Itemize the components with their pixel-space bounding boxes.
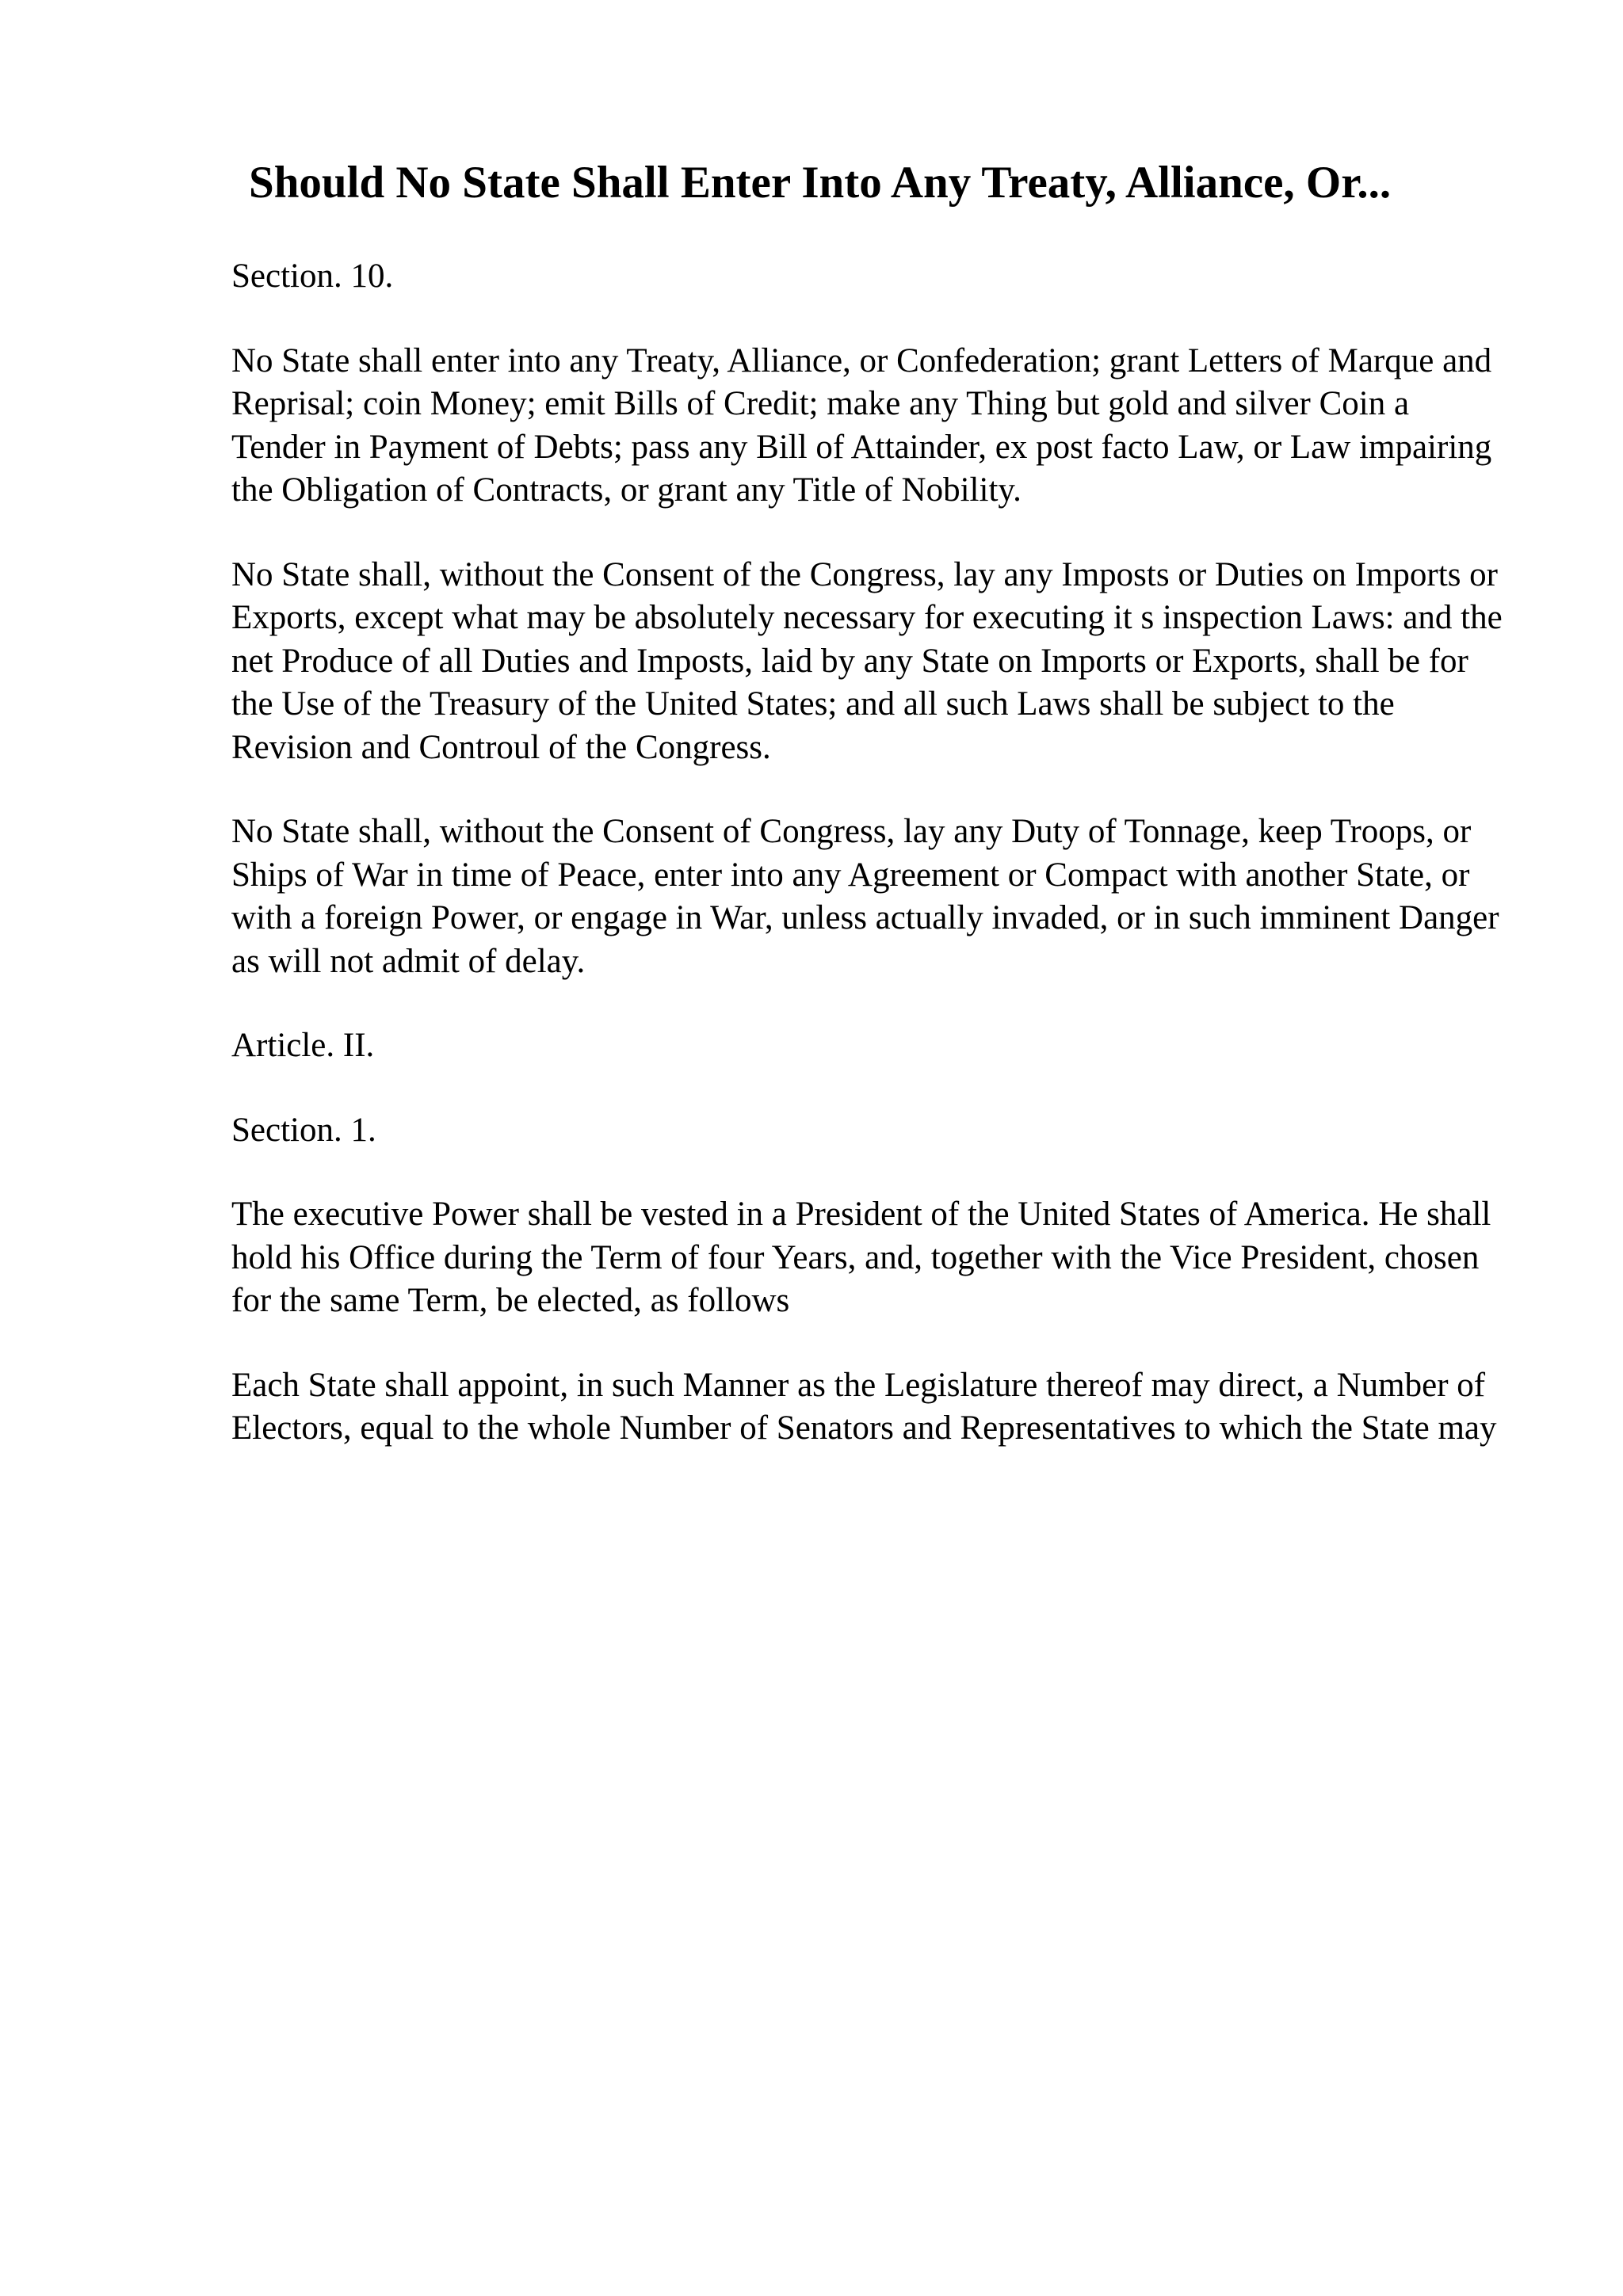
body-paragraph: The executive Power shall be vested in a President of the United States of America. He shall hold his Office during the Term of four Years, and, together with the Vice President, chosen for the same Term, be elected, as follows xyxy=(231,1196,1491,1319)
article-heading: Article. II. xyxy=(231,1027,375,1064)
body-paragraph: No State shall, without the Consent of the Congress, lay any Imposts or Duties on Imports or Exports, except what may be absolutely necessary for executing it s inspection Laws: and the net Produce of all Duties and Imposts, laid by any State on Imports or Exports, shall be for the Use of the Treasury of the United States; and all such Laws shall be subject to the Revision and Controul of the Congress. xyxy=(231,555,1503,766)
body-paragraph: Each State shall appoint, in such Manner as the Legislature thereof may direct, a Number of Electors, equal to the whole Number of Senators and Representatives to which the State may xyxy=(231,1366,1497,1447)
section-heading: Section. 1. xyxy=(231,1111,376,1149)
section-heading: Section. 10. xyxy=(231,257,394,295)
body-paragraph: No State shall, without the Consent of Congress, lay any Duty of Tonnage, keep Troops, or Ships of War in time of Peace, enter into any Agreement or Compact with another State, or with a foreign Power, or engage in War, unless actually invaded, or in such imminent Danger as will not admit of delay. xyxy=(231,813,1499,980)
document-title: Should No State Shall Enter Into Any Treaty, Alliance, Or... xyxy=(249,158,1392,208)
body-paragraph: No State shall enter into any Treaty, Alliance, or Confederation; grant Letters of Marque and Reprisal; coin Money; emit Bills of Credit; make any Thing but gold and silver Coin a Tender in Payment of Debts; pass any Bill of Attainder, ex post facto Law, or Law impairing the Obligation of Contracts, or grant any Title of Nobility. xyxy=(231,341,1492,509)
